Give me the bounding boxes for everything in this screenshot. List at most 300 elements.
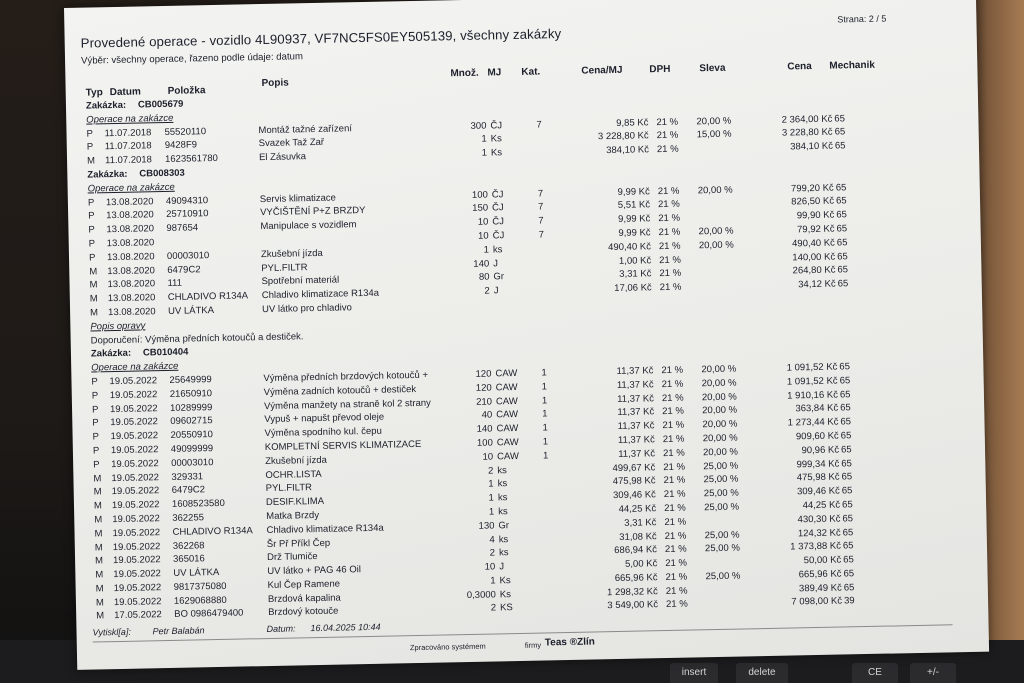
cell-dph: 21 % <box>665 599 688 611</box>
header-typ: Typ <box>85 87 103 99</box>
cell-sleva: 25,00 % <box>703 460 739 472</box>
cell-dph: 21 % <box>663 461 686 473</box>
cell-popis: Servis klimatizace <box>259 192 337 205</box>
cell-polozka: 20550910 <box>170 429 213 442</box>
filter-description: Výběr: všechny operace, řazeno podle údaje: datum <box>80 51 304 67</box>
cell-cena-mj: 9,99 Kč <box>618 227 651 239</box>
printed-by-name: Petr Balabán <box>152 625 205 637</box>
cell-kat: 1 <box>542 436 549 448</box>
cell-mechanik: 65 <box>842 526 854 538</box>
cell-datum: 19.05.2022 <box>113 582 162 595</box>
cell-kat: 1 <box>542 450 549 462</box>
cell-datum: 17.05.2022 <box>114 609 162 622</box>
cell-mechanik: 65 <box>843 568 855 580</box>
cell-polozka: 25710910 <box>166 208 209 221</box>
cell-datum: 19.05.2022 <box>112 554 161 567</box>
cell-mechanik: 65 <box>837 278 849 290</box>
cell-datum: 13.08.2020 <box>106 223 155 236</box>
cell-cena-mj: 11,37 Kč <box>616 365 654 377</box>
printed-report-sheet <box>64 0 989 670</box>
cell-popis: Zkušební jízda <box>265 454 328 467</box>
cell-mnozstvi: 1 <box>488 506 495 518</box>
cell-mnozstvi: 1 <box>481 133 487 146</box>
cell-mnozstvi: 150 <box>472 202 489 215</box>
order-label: Zakázka: <box>90 348 132 360</box>
cell-polozka: 10289999 <box>169 401 213 414</box>
cell-datum: 19.05.2022 <box>109 388 158 401</box>
cell-kat: 1 <box>541 394 548 407</box>
cell-dph: 21 % <box>661 378 684 390</box>
cell-cena: 909,60 Kč <box>795 430 839 443</box>
cell-mnozstvi <box>442 298 490 299</box>
cell-mj: Ks <box>499 588 512 601</box>
cell-datum: 13.08.2020 <box>108 306 156 319</box>
cell-mnozstvi: 300 <box>470 120 487 132</box>
cell-datum: 13.08.2020 <box>105 195 154 208</box>
cell-mnozstvi: 210 <box>476 396 493 408</box>
cell-popis: Spotřební materiál <box>261 274 340 288</box>
cell-dph: 21 % <box>661 392 684 404</box>
cell-mechanik: 65 <box>842 540 854 552</box>
cell-mj: ks <box>497 478 508 490</box>
cell-mnozstvi: 4 <box>489 533 495 546</box>
cell-datum: 19.05.2022 <box>111 499 160 512</box>
cell-typ: P <box>88 238 96 250</box>
cell-datum: 13.08.2020 <box>107 264 155 277</box>
cell-cena-mj: 11,37 Kč <box>616 378 654 391</box>
cell-typ: M <box>93 486 102 498</box>
cell-polozka: 21650910 <box>169 387 213 400</box>
cell-dph: 21 % <box>663 488 686 501</box>
cell-polozka: 25649999 <box>169 374 212 386</box>
cell-mj: ks <box>492 244 503 256</box>
cell-polozka: 365016 <box>172 553 205 566</box>
cell-cena-mj: 3,31 Kč <box>624 516 657 529</box>
cell-typ: M <box>95 569 104 581</box>
cell-mj: KS <box>500 602 513 614</box>
cell-mnozstvi: 0,3000 <box>466 589 496 601</box>
cell-mechanik: 65 <box>837 250 848 263</box>
cell-datum: 19.05.2022 <box>112 540 161 553</box>
cell-popis: OCHR.LISTA <box>265 468 322 481</box>
cell-dph: 21 % <box>665 571 688 583</box>
cell-sleva: 20,00 % <box>696 115 732 127</box>
cell-mechanik: 65 <box>836 237 848 249</box>
cell-cena: 124,32 Kč <box>797 527 841 539</box>
cell-cena-mj: 11,37 Kč <box>617 406 655 419</box>
cell-datum: 19.05.2022 <box>113 595 162 608</box>
print-date-label: Datum: <box>266 623 296 635</box>
header-cena: Cena <box>787 61 812 73</box>
cell-polozka: 329331 <box>171 470 204 483</box>
header-sleva: Sleva <box>699 62 726 75</box>
cell-sleva: 25,00 % <box>705 570 741 583</box>
cell-dph: 21 % <box>665 585 688 597</box>
cell-sleva: 20,00 % <box>701 363 737 376</box>
cell-cena-mj: 11,37 Kč <box>617 434 655 446</box>
cell-typ: P <box>88 252 96 264</box>
cell-typ: M <box>95 555 104 567</box>
cell-mnozstvi: 10 <box>477 216 489 228</box>
cell-cena: 264,80 Kč <box>792 264 836 277</box>
cell-mj: Ks <box>490 147 503 159</box>
header-dph: DPH <box>649 63 671 76</box>
cell-cena: 2 364,00 Kč <box>781 113 833 126</box>
order-code: CB005679 <box>137 98 184 111</box>
cell-polozka: UV LÁTKA <box>173 567 220 580</box>
cell-mnozstvi: 10 <box>484 561 496 573</box>
cell-polozka: 49099999 <box>170 443 214 455</box>
cell-polozka: 1629068880 <box>173 594 227 607</box>
cell-popis: Manipulace s vozidlem <box>260 219 357 233</box>
cell-mnozstvi: 1 <box>481 147 488 159</box>
cell-dph: 21 % <box>663 474 686 487</box>
cell-cena: 1 273,44 Kč <box>787 416 839 429</box>
cell-dph: 21 % <box>657 199 680 211</box>
cell-sleva: 20,00 % <box>701 391 737 403</box>
print-date: 16.04.2025 10:44 <box>310 621 381 634</box>
cell-mnozstvi: 2 <box>487 464 494 477</box>
section-heading: Operace na zakázce <box>87 181 175 195</box>
cell-mnozstvi: 130 <box>478 520 495 532</box>
cell-datum: 13.08.2020 <box>107 292 156 305</box>
cell-mnozstvi: 140 <box>476 423 493 435</box>
cell-cena-mj: 1 298,32 Kč <box>607 585 658 598</box>
cell-dph: 21 % <box>662 419 685 432</box>
cell-polozka: UV LÁTKA <box>168 305 215 317</box>
cell-datum: 13.08.2020 <box>106 237 155 250</box>
cell-dph: 21 % <box>656 116 679 128</box>
cell-cena-mj: 309,46 Kč <box>612 489 657 502</box>
cell-cena: 490,40 Kč <box>791 237 835 250</box>
key-delete: delete <box>736 663 788 683</box>
cell-polozka: 362268 <box>172 539 205 552</box>
cell-polozka: 9428F9 <box>164 139 198 152</box>
cell-cena: 389,49 Kč <box>798 582 842 595</box>
cell-typ: P <box>91 390 99 402</box>
cell-kat: 7 <box>537 188 544 200</box>
cell-polozka: 9817375080 <box>173 580 227 593</box>
cell-mechanik: 65 <box>843 581 855 594</box>
cell-sleva: 25,00 % <box>703 473 739 486</box>
cell-polozka: 6479C2 <box>171 484 206 497</box>
cell-sleva: 25,00 % <box>703 487 739 500</box>
key-ce: CE <box>852 663 898 683</box>
cell-mechanik: 65 <box>841 457 852 470</box>
cell-mnozstvi: 100 <box>471 189 488 201</box>
cell-cena: 1 910,16 Kč <box>787 389 839 402</box>
cell-popis: Brzdový kotouče <box>268 606 339 619</box>
cell-typ: M <box>95 597 104 609</box>
cell-dph: 21 % <box>656 143 679 156</box>
section-heading: Operace na zakázce <box>91 360 179 374</box>
cell-cena-mj: 11,37 Kč <box>618 447 656 460</box>
cell-cena: 34,12 Kč <box>798 278 836 291</box>
cell-cena-mj: 11,37 Kč <box>617 420 655 433</box>
cell-mechanik: 65 <box>840 430 852 442</box>
cell-mj: Gr <box>498 519 510 532</box>
cell-cena-mj: 11,37 Kč <box>617 392 655 405</box>
order-label: Zakázka: <box>85 99 127 112</box>
cell-mj: ČJ <box>491 188 504 201</box>
cell-datum: 19.05.2022 <box>112 526 161 539</box>
cell-polozka: CHLADIVO R134A <box>172 525 253 538</box>
cell-cena: 79,92 Kč <box>796 223 835 236</box>
cell-dph: 21 % <box>662 433 685 445</box>
cell-cena: 1 373,88 Kč <box>790 540 842 553</box>
cell-mnozstvi: 1 <box>488 478 494 490</box>
cell-datum: 11.07.2018 <box>104 126 152 139</box>
cell-cena: 665,96 Kč <box>798 568 842 581</box>
cell-cena: 1 091,52 Kč <box>786 375 838 388</box>
cell-popis: Výměna spodního kul. čepu <box>264 425 382 440</box>
cell-mechanik: 65 <box>835 181 847 194</box>
printed-by-label: Vytiskl[a]: <box>92 626 131 638</box>
repair-note: Doporučení: Výměna předních kotoučů a destiček. <box>90 330 304 347</box>
cell-cena: 384,10 Kč <box>790 140 834 153</box>
cell-mj: CAW <box>496 436 519 449</box>
footer-divider <box>93 621 953 642</box>
cell-cena: 3 228,80 Kč <box>781 126 833 140</box>
cell-mj: ks <box>498 547 509 559</box>
cell-cena-mj: 17,06 Kč <box>614 282 652 295</box>
cell-datum: 11.07.2018 <box>104 140 152 153</box>
cell-mechanik: 65 <box>842 512 854 525</box>
cell-dph: 21 % <box>664 516 687 528</box>
cell-cena-mj: 3 228,80 Kč <box>597 130 649 143</box>
cell-mnozstvi: 100 <box>476 437 493 449</box>
cell-mj: Ks <box>499 575 511 587</box>
key-plus-minus: +/- <box>910 663 956 683</box>
cell-mj: CAW <box>495 381 518 394</box>
cell-mnozstvi: 10 <box>477 230 489 242</box>
cell-popis: Zkušební jízda <box>260 247 323 260</box>
header-popis: Popis <box>261 77 289 90</box>
cell-popis: UV látko pro chladivo <box>261 302 352 316</box>
cell-mnozstvi: 80 <box>478 271 490 284</box>
cell-popis: DESIF.KLIMA <box>265 495 325 509</box>
cell-cena: 44,25 Kč <box>802 499 841 512</box>
cell-mechanik: 65 <box>842 499 853 511</box>
cell-mnozstvi: 120 <box>475 382 492 394</box>
firm-label: firmy <box>524 640 542 650</box>
cell-datum: 19.05.2022 <box>110 444 159 457</box>
cell-mj: ČJ <box>492 230 505 242</box>
cell-kat: 7 <box>538 229 545 241</box>
cell-popis: PYL.FILTR <box>265 482 313 495</box>
cell-dph: 21 % <box>665 557 688 570</box>
cell-popis: Vypuš + napušt převod oleje <box>264 411 385 426</box>
cell-popis: VYČIŠTĚNÍ P+Z BRZDY <box>260 205 366 219</box>
cell-cena: 1 091,52 Kč <box>786 361 838 374</box>
cell-cena-mj: 9,99 Kč <box>617 185 650 198</box>
cell-typ: P <box>91 403 99 416</box>
cell-typ: P <box>92 417 99 429</box>
cell-popis: KOMPLETNÍ SERVIS KLIMATIZACE <box>264 438 422 453</box>
cell-mechanik: 65 <box>841 471 853 483</box>
cell-dph: 21 % <box>661 364 684 377</box>
cell-cena-mj: 9,99 Kč <box>618 213 651 226</box>
cell-dph: 21 % <box>664 543 687 556</box>
cell-mj: ks <box>497 492 508 504</box>
cell-mechanik: 65 <box>839 375 851 387</box>
cell-typ: P <box>92 431 100 443</box>
cell-kat: 1 <box>542 422 548 434</box>
cell-mechanik: 65 <box>843 554 854 566</box>
cell-kat: 1 <box>541 381 548 393</box>
cell-datum: 19.05.2022 <box>111 471 160 484</box>
cell-sleva: 20,00 % <box>702 432 738 445</box>
header-polozka: Položka <box>167 85 206 97</box>
cell-dph: 21 % <box>658 240 681 252</box>
cell-sleva: 15,00 % <box>696 129 732 141</box>
cell-dph: 21 % <box>659 254 681 266</box>
cell-sleva: 25,00 % <box>704 529 740 541</box>
cell-polozka: CHLADIVO R134A <box>167 290 249 304</box>
cell-datum: 19.05.2022 <box>112 513 160 526</box>
cell-mnozstvi: 140 <box>473 258 490 270</box>
cell-mechanik: 65 <box>834 126 846 138</box>
cell-sleva: 20,00 % <box>697 184 733 196</box>
cell-mnozstvi: 2 <box>490 602 497 615</box>
cell-dph: 21 % <box>659 268 682 280</box>
cell-datum: 19.05.2022 <box>109 375 158 388</box>
operations-table <box>66 82 988 624</box>
cell-popis: Matka Brzdy <box>266 509 320 522</box>
cell-cena-mj: 3,31 Kč <box>619 268 652 281</box>
cell-cena-mj: 384,10 Kč <box>606 144 650 157</box>
cell-mnozstvi: 1 <box>490 575 496 587</box>
cell-popis: Drž Tlumiče <box>266 551 318 564</box>
cell-datum: 13.08.2020 <box>106 209 154 222</box>
cell-mechanik: 65 <box>840 402 851 414</box>
cell-cena-mj: 31,08 Kč <box>619 530 657 543</box>
cell-cena-mj: 44,25 Kč <box>618 503 657 515</box>
cell-mechanik: 65 <box>839 388 851 401</box>
cell-mj: ČJ <box>490 119 503 132</box>
firm-name: Teas ®Zlín <box>544 636 595 649</box>
cell-typ: M <box>90 307 99 319</box>
header-cena-mj: Cena/MJ <box>581 64 623 77</box>
page-number: Strana: 2 / 5 <box>837 13 887 25</box>
cell-cena: 475,98 Kč <box>796 471 840 484</box>
cell-datum: 19.05.2022 <box>109 402 158 415</box>
cell-popis: Výměna zadních kotoučů + destiček <box>263 383 417 398</box>
cell-dph: 21 % <box>657 185 680 197</box>
cell-mj: CAW <box>495 367 518 380</box>
cell-dph: 21 % <box>659 281 682 294</box>
order-code: CB010404 <box>142 346 189 359</box>
key-insert: insert <box>670 663 718 683</box>
cell-popis: UV látko + PAG 46 Oil <box>267 564 361 578</box>
cell-mj: Ks <box>490 133 502 145</box>
cell-polozka: 55520110 <box>164 125 207 138</box>
cell-mnozstvi: 10 <box>482 451 494 463</box>
header-mnoz: Množ. <box>450 67 479 80</box>
cell-popis: Brzdová kapalina <box>267 592 341 605</box>
cell-typ: P <box>88 210 95 222</box>
header-kat: Kat. <box>521 66 541 78</box>
cell-datum: 19.05.2022 <box>110 416 158 429</box>
cell-sleva: 25,00 % <box>704 542 740 555</box>
cell-mnozstvi: 1 <box>488 492 495 504</box>
cell-mj: ks <box>497 464 507 476</box>
cell-datum: 19.05.2022 <box>110 430 159 443</box>
cell-mechanik: 65 <box>836 223 848 235</box>
cell-cena: 7 098,00 Kč <box>791 595 843 609</box>
cell-polozka: 00003010 <box>166 249 210 262</box>
cell-popis: Kul Čep Ramene <box>267 578 341 591</box>
cell-sleva: 20,00 % <box>698 225 734 238</box>
cell-mj: CAW <box>496 409 519 421</box>
cell-cena: 140,00 Kč <box>792 251 836 263</box>
cell-polozka: 987654 <box>166 222 199 235</box>
cell-typ: M <box>95 583 104 595</box>
cell-mj: CAW <box>496 450 520 463</box>
cell-typ: P <box>92 445 100 457</box>
cell-typ: P <box>87 197 95 209</box>
cell-cena: 50,00 Kč <box>803 554 842 567</box>
cell-typ: M <box>86 155 96 167</box>
cell-popis: Chladivo klimatizace R134a <box>261 287 380 302</box>
cell-typ: M <box>94 528 103 540</box>
cell-cena-mj: 475,98 Kč <box>612 475 656 488</box>
cell-popis: PYL.FILTR <box>261 261 308 274</box>
cell-kat: 7 <box>538 215 544 227</box>
cell-popis: Montáž tažné zařízení <box>258 122 353 136</box>
cell-sleva: 25,00 % <box>704 501 740 514</box>
cell-sleva: 20,00 % <box>702 418 738 431</box>
cell-cena: 799,20 Kč <box>790 182 834 195</box>
cell-polozka: BO 0986479400 <box>174 608 244 621</box>
cell-datum: 13.08.2020 <box>107 278 156 291</box>
cell-datum: 13.08.2020 <box>106 250 155 263</box>
cell-mj: CAW <box>495 395 518 407</box>
header-datum: Datum <box>109 86 141 99</box>
cell-typ: P <box>93 459 100 471</box>
cell-cena-mj: 5,51 Kč <box>617 199 651 212</box>
processed-by-system: Zpracováno systémem <box>409 641 486 653</box>
cell-polozka: 1623561780 <box>164 153 219 166</box>
cell-mj: ks <box>498 533 509 545</box>
cell-dph: 21 % <box>662 447 685 459</box>
cell-cena: 99,90 Kč <box>796 209 835 222</box>
header-mj: MJ <box>487 67 502 79</box>
cell-mnozstvi: 2 <box>484 285 490 297</box>
cell-datum: 19.05.2022 <box>113 568 162 581</box>
cell-polozka: 362255 <box>172 512 205 524</box>
cell-mnozstvi: 1 <box>483 244 490 256</box>
cell-popis: Výměna předních brzdových kotoučů + <box>263 369 429 385</box>
cell-typ: P <box>86 141 94 153</box>
cell-mj: ČJ <box>492 216 505 228</box>
cell-cena: 309,46 Kč <box>796 485 840 498</box>
section-heading: Popis opravy <box>90 320 146 333</box>
cell-typ: M <box>89 293 98 305</box>
cell-cena: 826,50 Kč <box>791 195 835 208</box>
cell-polozka: 111 <box>167 278 183 290</box>
cell-polozka: 1608523580 <box>171 497 225 511</box>
cell-mechanik: 65 <box>835 195 847 207</box>
cell-mj: ČJ <box>491 202 504 214</box>
cell-cena: 430,30 Kč <box>797 513 841 526</box>
cell-cena-mj: 499,67 Kč <box>612 461 656 474</box>
cell-mechanik: 65 <box>840 416 852 428</box>
cell-datum: 19.05.2022 <box>111 457 159 470</box>
cell-typ: M <box>93 472 102 485</box>
cell-cena-mj: 1,00 Kč <box>618 254 652 267</box>
cell-typ: M <box>93 500 103 512</box>
